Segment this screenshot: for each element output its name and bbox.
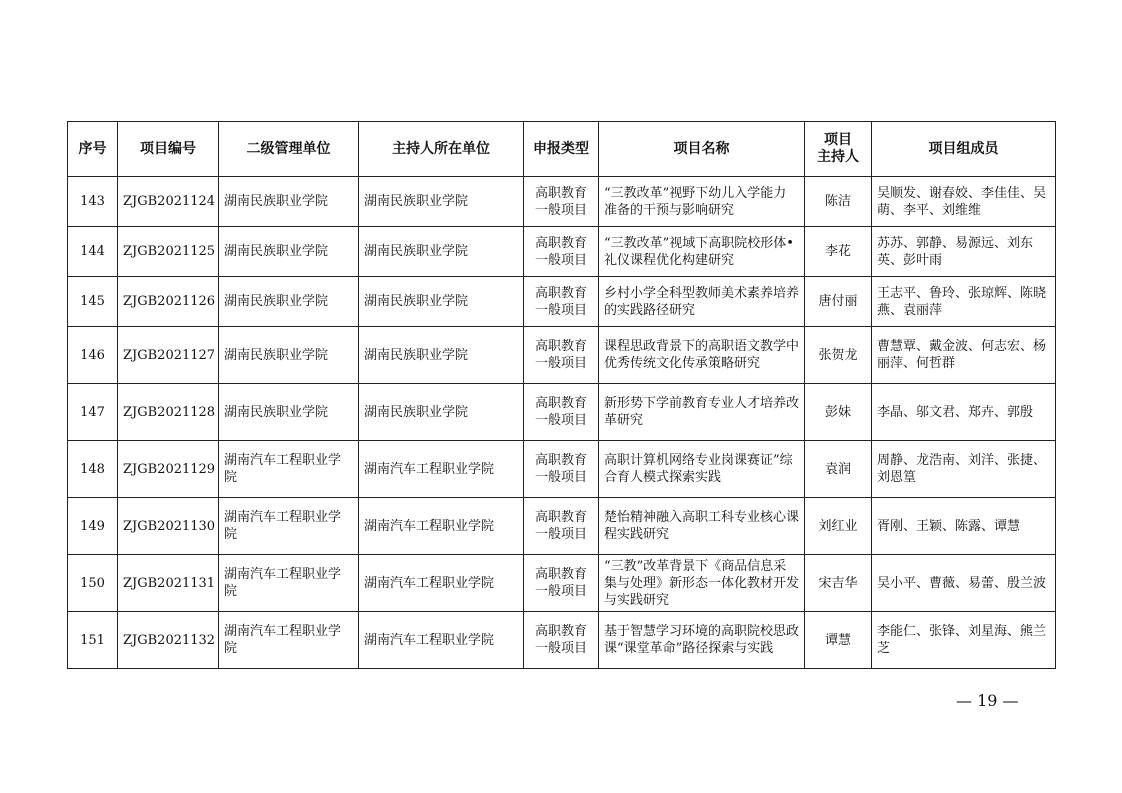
cell-unit: 湖南汽车工程职业学院 bbox=[219, 555, 359, 612]
table-row bbox=[68, 227, 1056, 277]
cell-name: 乡村小学全科型教师美术素养培养的实践路径研究 bbox=[599, 277, 805, 327]
cell-name: 新形势下学前教育专业人才培养改革研究 bbox=[599, 384, 805, 441]
cell-unit: 湖南汽车工程职业学院 bbox=[219, 612, 359, 669]
cell-code: ZJGB2021128 bbox=[118, 384, 219, 441]
cell-name: “三教改革”视域下高职院校形体•礼仪课程优化构建研究 bbox=[599, 227, 805, 277]
cell-code: ZJGB2021126 bbox=[118, 277, 219, 327]
cell-unit: 湖南汽车工程职业学院 bbox=[219, 441, 359, 498]
cell-name: 楚怡精神融入高职工科专业核心课程实践研究 bbox=[599, 498, 805, 555]
cell-members: 吴小平、曹薇、易蕾、殷兰波 bbox=[872, 555, 1056, 612]
cell-unit: 湖南民族职业学院 bbox=[219, 327, 359, 384]
cell-name: 基于智慧学习环境的高职院校思政课“课堂革命”路径探索与实践 bbox=[599, 612, 805, 669]
table-row bbox=[68, 327, 1056, 384]
cell-name: “三教”改革背景下《商品信息采集与处理》新形态一体化教材开发与实践研究 bbox=[599, 555, 805, 612]
cell-seq: 149 bbox=[68, 498, 118, 555]
cell-host-unit: 湖南民族职业学院 bbox=[359, 227, 524, 277]
header-host-unit: 主持人所在单位 bbox=[359, 122, 524, 177]
project-table bbox=[67, 121, 1056, 669]
cell-type: 高职教育一般项目 bbox=[524, 498, 599, 555]
cell-type: 高职教育一般项目 bbox=[524, 177, 599, 227]
cell-type: 高职教育一般项目 bbox=[524, 327, 599, 384]
table-row bbox=[68, 177, 1056, 227]
header-seq: 序号 bbox=[68, 122, 118, 177]
cell-host-unit: 湖南汽车工程职业学院 bbox=[359, 555, 524, 612]
cell-type: 高职教育一般项目 bbox=[524, 555, 599, 612]
cell-seq: 143 bbox=[68, 177, 118, 227]
cell-seq: 144 bbox=[68, 227, 118, 277]
cell-unit: 湖南汽车工程职业学院 bbox=[219, 498, 359, 555]
cell-host: 李花 bbox=[805, 227, 872, 277]
cell-host-unit: 湖南民族职业学院 bbox=[359, 177, 524, 227]
cell-unit: 湖南民族职业学院 bbox=[219, 277, 359, 327]
cell-code: ZJGB2021131 bbox=[118, 555, 219, 612]
cell-code: ZJGB2021132 bbox=[118, 612, 219, 669]
cell-code: ZJGB2021127 bbox=[118, 327, 219, 384]
cell-members: 李晶、邬文君、郑卉、郭殷 bbox=[872, 384, 1056, 441]
header-name: 项目名称 bbox=[599, 122, 805, 177]
cell-code: ZJGB2021125 bbox=[118, 227, 219, 277]
cell-host: 陈洁 bbox=[805, 177, 872, 227]
cell-code: ZJGB2021130 bbox=[118, 498, 219, 555]
cell-name: 课程思政背景下的高职语文教学中优秀传统文化传承策略研究 bbox=[599, 327, 805, 384]
cell-host-unit: 湖南汽车工程职业学院 bbox=[359, 498, 524, 555]
cell-unit: 湖南民族职业学院 bbox=[219, 177, 359, 227]
table-row bbox=[68, 498, 1056, 555]
header-code: 项目编号 bbox=[118, 122, 219, 177]
cell-members: 周静、龙浩南、刘洋、张捷、刘恩篁 bbox=[872, 441, 1056, 498]
page-number: — 19 — bbox=[956, 691, 1019, 710]
table-row bbox=[68, 277, 1056, 327]
cell-members: 胥刚、王颖、陈露、谭慧 bbox=[872, 498, 1056, 555]
cell-host: 唐付丽 bbox=[805, 277, 872, 327]
cell-host: 张贺龙 bbox=[805, 327, 872, 384]
cell-seq: 148 bbox=[68, 441, 118, 498]
table-header-row bbox=[68, 122, 1056, 177]
cell-seq: 151 bbox=[68, 612, 118, 669]
cell-members: 曹慧覃、戴金波、何志宏、杨丽萍、何哲群 bbox=[872, 327, 1056, 384]
cell-host: 袁润 bbox=[805, 441, 872, 498]
cell-members: 苏苏、郭静、易源远、刘东英、彭叶雨 bbox=[872, 227, 1056, 277]
header-host bbox=[805, 122, 872, 177]
cell-type: 高职教育一般项目 bbox=[524, 277, 599, 327]
header-members: 项目组成员 bbox=[872, 122, 1056, 177]
cell-code: ZJGB2021124 bbox=[118, 177, 219, 227]
cell-type: 高职教育一般项目 bbox=[524, 227, 599, 277]
cell-seq: 145 bbox=[68, 277, 118, 327]
cell-code: ZJGB2021129 bbox=[118, 441, 219, 498]
cell-name: “三教改革”视野下幼儿入学能力准备的干预与影响研究 bbox=[599, 177, 805, 227]
cell-seq: 147 bbox=[68, 384, 118, 441]
cell-members: 李能仁、张锋、刘星海、熊兰芝 bbox=[872, 612, 1056, 669]
cell-type: 高职教育一般项目 bbox=[524, 441, 599, 498]
table-row bbox=[68, 555, 1056, 612]
cell-host-unit: 湖南汽车工程职业学院 bbox=[359, 441, 524, 498]
cell-seq: 146 bbox=[68, 327, 118, 384]
cell-host: 刘红业 bbox=[805, 498, 872, 555]
cell-host-unit: 湖南民族职业学院 bbox=[359, 327, 524, 384]
cell-members: 王志平、鲁玲、张琼辉、陈晓燕、袁丽萍 bbox=[872, 277, 1056, 327]
cell-seq: 150 bbox=[68, 555, 118, 612]
cell-host: 宋吉华 bbox=[805, 555, 872, 612]
cell-host-unit: 湖南民族职业学院 bbox=[359, 277, 524, 327]
cell-host: 谭慧 bbox=[805, 612, 872, 669]
table-row bbox=[68, 384, 1056, 441]
table-row bbox=[68, 612, 1056, 669]
cell-unit: 湖南民族职业学院 bbox=[219, 227, 359, 277]
cell-host-unit: 湖南民族职业学院 bbox=[359, 384, 524, 441]
cell-host-unit: 湖南汽车工程职业学院 bbox=[359, 612, 524, 669]
header-type: 申报类型 bbox=[524, 122, 599, 177]
cell-type: 高职教育一般项目 bbox=[524, 384, 599, 441]
cell-members: 吴顺发、谢春姣、李佳佳、吴萌、李平、刘维维 bbox=[872, 177, 1056, 227]
header-host-line1: 项目 bbox=[824, 132, 852, 148]
cell-unit: 湖南民族职业学院 bbox=[219, 384, 359, 441]
cell-name: 高职计算机网络专业岗课赛证”综合育人模式探索实践 bbox=[599, 441, 805, 498]
table-row bbox=[68, 441, 1056, 498]
cell-type: 高职教育一般项目 bbox=[524, 612, 599, 669]
header-unit: 二级管理单位 bbox=[219, 122, 359, 177]
cell-host: 彭妹 bbox=[805, 384, 872, 441]
header-host-line2: 主持人 bbox=[817, 149, 859, 165]
